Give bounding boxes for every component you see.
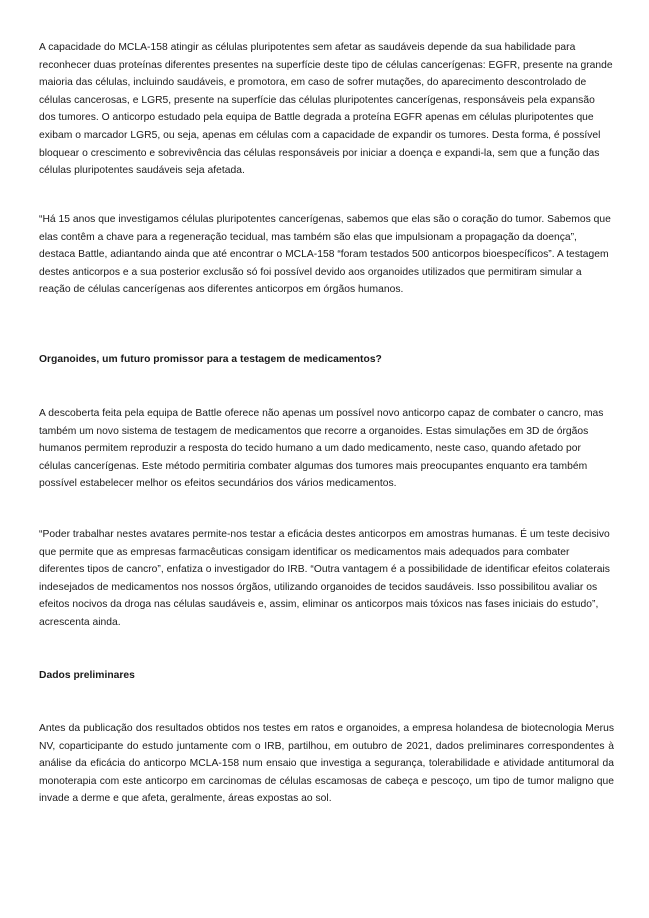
paragraph-battle-quote: “Há 15 anos que investigamos células pluripotentes cancerígenas, sabemos que elas são o coração do tumor. Sabemos que elas contêm a chave para a regeneração tecidual, mas também são elas que impulsionam a propagação da doença”, destaca Battle, adiantando ainda que até encontrar o MCLA-158 “foram testados 500 anticorpos bioespecíficos”. A testagem destes anticorpos e a sua posterior exclusão só foi possível devido aos organoides utilizados que permitiram simular a reação de células cancerígenas aos diferentes anticorpos em órgãos humanos. [39, 214, 611, 296]
section-heading-organoids: Organoides, um futuro promissor para a testagem de medicamentos? [39, 354, 382, 365]
paragraph-preliminary-data: Antes da publicação dos resultados obtidos nos testes em ratos e organoides, a empresa holandesa de biotecnologia Merus NV, coparticipante do estudo juntamente com o IRB, partilhou, em outubro de 2021, dados preliminares correspondentes à análise da eficácia do anticorpo MCLA-158 num ensaio que investiga a segurança, tolerabilidade e atividade antitumoral da monoterapia com este anticorpo em carcinomas de células escamosas de cabeça e pescoço, um tipo de tumor maligno que invade a derme e que afeta, geralmente, áreas expostas ao sol. [39, 723, 614, 805]
paragraph-organoids-discovery: A descoberta feita pela equipa de Battle oferece não apenas um possível novo anticorpo capaz de combater o cancro, mas também um novo sistema de testagem de medicamentos que recorre a organoides. Estas simulações em 3D de órgãos humanos permitem reproduzir a resposta do tecido humano a um dado medicamento, neste caso, quando afetado por células cancerígenas. Este método permitiria combater algumas dos tumores mais preocupantes enquanto era também possível estabelecer melhor os efeitos secundários dos vários medicamentos. [39, 408, 604, 490]
section-heading-preliminary-data: Dados preliminares [39, 670, 135, 681]
paragraph-antibody-mechanism: A capacidade do MCLA-158 atingir as células pluripotentes sem afetar as saudáveis depende da sua habilidade para reconhecer duas proteínas diferentes presentes na superfície deste tipo de células cancerígenas: EGFR, presente na grande maioria das células, incluindo saudáveis, e promotora, em caso de sofrer mutações, do aparecimento descontrolado de células cancerosas, e LGR5, presente na superfície das células pluripotentes cancerígenas, responsáveis pela expansão dos tumores. O anticorpo estudado pela equipa de Battle degrada a proteína EGFR apenas em células pluripotentes que exibam o marcador LGR5, ou seja, apenas em células com a capacidade de expandir os tumores. Desta forma, é possível bloquear o crescimento e sobrevivência das células responsáveis por iniciar a doença e expandi-la, sem que a função das células pluripotentes saudáveis seja afetada. [39, 42, 613, 177]
paragraph-avatars-quote: “Poder trabalhar nestes avatares permite-nos testar a eficácia destes anticorpos em amostras humanas. É um teste decisivo que permite que as empresas farmacêuticas consigam identificar os medicamentos mais adequados para combater diferentes tipos de cancro”, enfatiza o investigador do IRB. “Outra vantagem é a possibilidade de identificar efeitos colaterais indesejados de medicamentos nos nossos órgãos, utilizando organoides de tecidos saudáveis. Isso possibilitou avaliar os efeitos nocivos da droga nas células saudáveis e, assim, eliminar os anticorpos mais tóxicos nas fases iniciais do estudo”, acrescenta ainda. [39, 529, 610, 628]
